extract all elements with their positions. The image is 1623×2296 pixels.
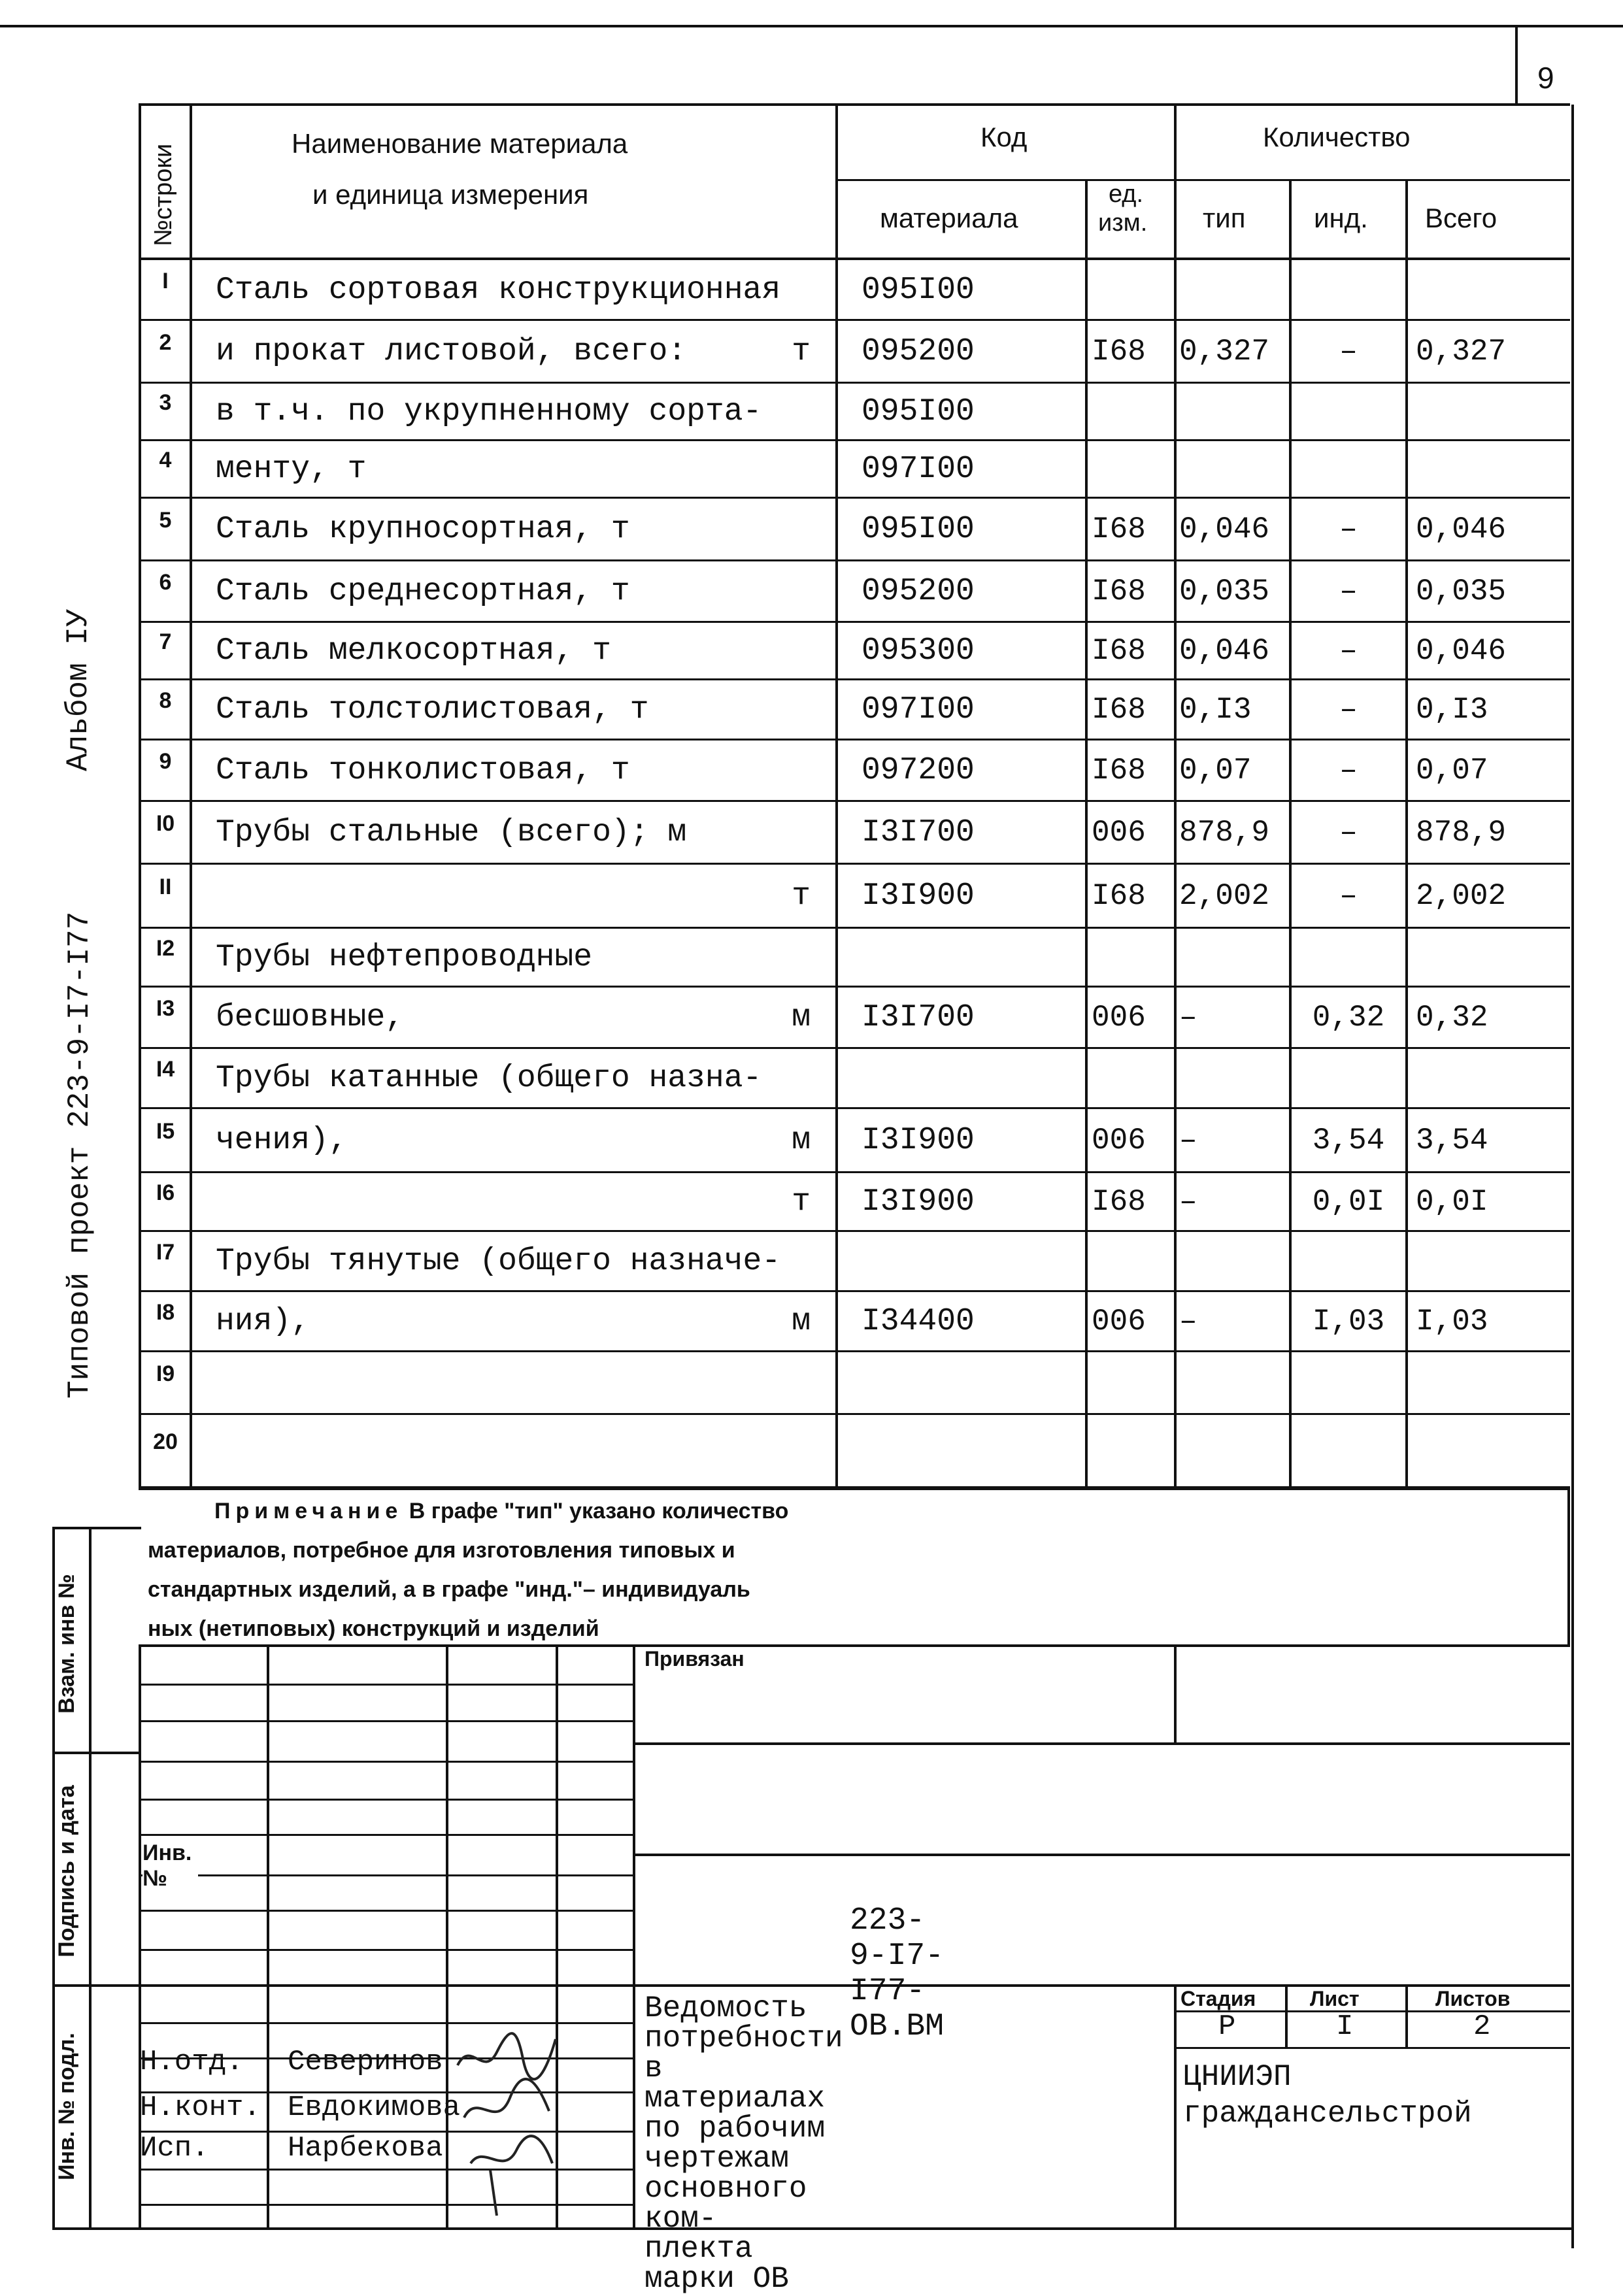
page-number: 9 <box>1537 61 1554 95</box>
cell-name-unit: м <box>792 1000 811 1035</box>
cell-unit: 006 <box>1092 1001 1146 1035</box>
header-row-number: №строки <box>150 143 177 246</box>
stage-label: Стадия <box>1180 1987 1256 2010</box>
cell-ind <box>1292 441 1405 498</box>
cell-unit: I68 <box>1092 1185 1146 1219</box>
header-unit-line1: ед. <box>1109 180 1144 208</box>
cell-unit: I68 <box>1092 574 1146 608</box>
cell-code: I3I700 <box>862 1000 975 1035</box>
attached-label: Привязан <box>644 1647 745 1671</box>
cell-name: Сталь тонколистовая, т <box>216 753 630 788</box>
cell-type: – <box>1179 1001 1197 1035</box>
cell-name: Трубы нефтепроводные <box>216 940 593 975</box>
cell-unit <box>1088 441 1174 498</box>
cell-type: 0,046 <box>1179 634 1270 668</box>
cell-code <box>838 1352 1085 1414</box>
document-description <box>644 1993 843 2294</box>
cell-n: I7 <box>156 1239 175 1265</box>
header-code: Код <box>980 122 1028 152</box>
cell-code: 095200 <box>862 334 975 369</box>
cell-unit: I68 <box>1092 512 1146 546</box>
cell-ind: – <box>1339 335 1358 369</box>
cell-code: 095I00 <box>862 273 975 308</box>
cell-type <box>1177 1352 1289 1414</box>
stamp-label-replacement: Взам. инв № <box>54 1574 79 1714</box>
cell-name: ния), <box>216 1304 310 1339</box>
cell-unit <box>1088 1231 1174 1291</box>
cell-type <box>1177 383 1289 441</box>
cell-type <box>1177 1414 1289 1488</box>
header-type: тип <box>1203 203 1246 233</box>
cell-total: 0,046 <box>1416 512 1507 546</box>
cell-unit <box>1088 1352 1174 1414</box>
note-line4: ных (нетиповых) конструкций и изделий <box>148 1616 599 1641</box>
cell-type: 0,07 <box>1179 754 1252 788</box>
cell-n: 9 <box>159 748 172 774</box>
header-material: материала <box>880 203 1018 233</box>
cell-ind <box>1292 1048 1405 1108</box>
cell-total <box>1408 928 1570 987</box>
cell-n: 3 <box>159 390 172 415</box>
cell-ind <box>1292 260 1405 320</box>
note-text <box>148 1491 788 1648</box>
cell-unit: 006 <box>1092 816 1146 850</box>
signer-role: Н.конт. <box>140 2091 261 2124</box>
cell-code: 097I00 <box>862 452 975 487</box>
cell-name: Сталь толстолистовая, т <box>216 692 649 727</box>
cell-code: I3I900 <box>862 1184 975 1220</box>
cell-total <box>1408 260 1570 320</box>
description-line: плекта марки ОВ <box>644 2232 789 2296</box>
cell-code <box>838 1414 1085 1488</box>
cell-unit: I68 <box>1092 335 1146 369</box>
cell-type: 0,046 <box>1179 512 1270 546</box>
cell-name: бесшовные, <box>216 1000 405 1035</box>
description-line: Ведомость потребности <box>644 1991 843 2055</box>
cell-name: Сталь сортовая конструкционная <box>216 273 781 308</box>
cell-name: Сталь мелкосортная, т <box>216 633 611 669</box>
cell-total <box>1408 441 1570 498</box>
header-name-line2: и единица измерения <box>312 179 589 210</box>
cell-ind <box>1292 1414 1405 1488</box>
signer-name: Евдокимова <box>288 2091 461 2124</box>
org-line: гражданcельстрой <box>1183 2097 1472 2131</box>
sheets-label: Листов <box>1435 1987 1511 2010</box>
note-line2: материалов, потребное для изготовления типовых и <box>148 1538 735 1563</box>
cell-type: 2,002 <box>1179 879 1270 913</box>
cell-unit: I68 <box>1092 693 1146 727</box>
cell-name-unit: м <box>792 1123 811 1158</box>
cell-code: I34400 <box>862 1304 975 1339</box>
cell-name: и прокат листовой, всего: <box>216 334 687 369</box>
cell-total: I,03 <box>1416 1305 1488 1339</box>
cell-type <box>1177 1048 1289 1108</box>
cell-name: в т.ч. по укрупненному сорта- <box>216 394 762 429</box>
cell-name-unit: м <box>792 1304 811 1339</box>
cell-n: II <box>159 874 172 899</box>
cell-name-unit: т <box>792 334 811 369</box>
cell-total <box>1408 383 1570 441</box>
cell-type <box>1177 928 1289 987</box>
note-line1: В графе "тип" указано количество <box>409 1499 789 1523</box>
cell-name <box>192 1414 835 1488</box>
stage-value: Р <box>1218 2010 1236 2043</box>
cell-code: 097I00 <box>862 692 975 727</box>
cell-n: I4 <box>156 1056 175 1082</box>
cell-code: 095200 <box>862 574 975 609</box>
cell-n: I <box>162 268 169 293</box>
cell-ind: – <box>1339 879 1358 913</box>
cell-n: I5 <box>156 1118 175 1144</box>
organization <box>1183 2059 1472 2132</box>
cell-type <box>1177 441 1289 498</box>
cell-type <box>1177 260 1289 320</box>
cell-n: 4 <box>159 447 172 473</box>
cell-ind <box>1292 1231 1405 1291</box>
description-line: в материалах по рабочим <box>644 2052 826 2146</box>
cell-total <box>1408 1231 1570 1291</box>
stamp-label-signature: Подпись и дата <box>54 1785 79 1957</box>
cell-code <box>838 928 1085 987</box>
sheet-value: I <box>1336 2010 1354 2043</box>
signer-role: Н.отд. <box>140 2046 244 2078</box>
cell-code: I3I900 <box>862 878 975 914</box>
cell-total: 0,327 <box>1416 335 1507 369</box>
cell-name: Сталь крупносортная, т <box>216 512 630 547</box>
cell-name: чения), <box>216 1123 348 1158</box>
cell-unit <box>1088 928 1174 987</box>
cell-n: 5 <box>159 507 172 533</box>
cell-total: 0,046 <box>1416 634 1507 668</box>
cell-name: менту, т <box>216 452 367 487</box>
document-code: 223-9-I7-I77-ОВ.ВМ <box>850 1903 945 2044</box>
cell-total: 0,I3 <box>1416 693 1488 727</box>
cell-unit: 006 <box>1092 1305 1146 1339</box>
cell-ind: 0,32 <box>1312 1001 1385 1035</box>
cell-code: I3I900 <box>862 1123 975 1158</box>
cell-total: 0,07 <box>1416 754 1488 788</box>
cell-ind: 0,0I <box>1312 1185 1385 1219</box>
note-title: Примечание <box>214 1499 403 1523</box>
signer-name: Нарбекова <box>288 2132 443 2165</box>
header-ind: инд. <box>1314 203 1368 233</box>
cell-unit <box>1088 1414 1174 1488</box>
cell-n: I0 <box>156 810 175 836</box>
cell-code: 095I00 <box>862 512 975 547</box>
cell-total: 0,0I <box>1416 1185 1488 1219</box>
cell-total <box>1408 1414 1570 1488</box>
note-line3: стандартных изделий, а в графе "инд."– индивидуаль <box>148 1577 750 1602</box>
cell-ind: – <box>1339 693 1358 727</box>
cell-type: 0,I3 <box>1179 693 1252 727</box>
cell-name: Трубы стальные (всего); м <box>216 815 687 850</box>
sheets-value: 2 <box>1473 2010 1491 2043</box>
cell-code <box>838 1231 1085 1291</box>
cell-n: I6 <box>156 1180 175 1205</box>
note-box-border <box>1567 1489 1570 1646</box>
cell-type: – <box>1179 1305 1197 1339</box>
header-unit-line2: изм. <box>1098 209 1148 237</box>
cell-n: 20 <box>153 1429 178 1454</box>
cell-n: I2 <box>156 935 175 961</box>
cell-code <box>838 1048 1085 1108</box>
cell-total: 0,32 <box>1416 1001 1488 1035</box>
side-label-project: Типовой проект 223-9-I7-I77 <box>63 911 97 1399</box>
cell-ind <box>1292 1352 1405 1414</box>
cell-unit <box>1088 383 1174 441</box>
cell-unit: 006 <box>1092 1123 1146 1157</box>
cell-ind: I,03 <box>1312 1305 1385 1339</box>
cell-code: 095300 <box>862 633 975 669</box>
cell-n: I9 <box>156 1361 175 1386</box>
cell-type <box>1177 1231 1289 1291</box>
header-name-line1: Наименование материала <box>292 128 628 159</box>
cell-n: 7 <box>159 629 172 654</box>
cell-total: 0,035 <box>1416 574 1507 608</box>
cell-type: 0,035 <box>1179 574 1270 608</box>
inv-number-label: Инв. № <box>142 1840 198 1891</box>
cell-ind: – <box>1339 754 1358 788</box>
cell-name <box>192 1352 835 1414</box>
cell-n: 6 <box>159 569 172 595</box>
cell-n: I8 <box>156 1299 175 1325</box>
cell-unit: I68 <box>1092 634 1146 668</box>
cell-ind: 3,54 <box>1312 1123 1385 1157</box>
cell-code: I3I700 <box>862 815 975 850</box>
cell-total: 2,002 <box>1416 879 1507 913</box>
cell-ind <box>1292 383 1405 441</box>
cell-name-unit: т <box>792 878 811 914</box>
description-line: чертежам основного ком- <box>644 2142 807 2236</box>
header-quantity: Количество <box>1263 122 1411 152</box>
cell-type: – <box>1179 1185 1197 1219</box>
handwritten-signatures <box>444 2013 575 2222</box>
cell-total <box>1408 1048 1570 1108</box>
cell-unit: I68 <box>1092 879 1146 913</box>
cell-code: 095I00 <box>862 394 975 429</box>
cell-total: 878,9 <box>1416 816 1507 850</box>
side-label-album: Альбом IУ <box>61 608 95 771</box>
stamp-label-original: Инв. № подл. <box>54 2033 79 2180</box>
cell-unit <box>1088 260 1174 320</box>
cell-ind: – <box>1339 512 1358 546</box>
cell-n: 8 <box>159 688 172 713</box>
cell-type: 878,9 <box>1179 816 1270 850</box>
header-total: Всего <box>1425 203 1498 233</box>
cell-ind: – <box>1339 574 1358 608</box>
cell-total <box>1408 1352 1570 1414</box>
sheet-label: Лист <box>1310 1987 1360 2010</box>
cell-n: I3 <box>156 995 175 1021</box>
cell-unit <box>1088 1048 1174 1108</box>
cell-code: 097200 <box>862 753 975 788</box>
cell-name: Трубы катанные (общего назна- <box>216 1061 762 1096</box>
cell-ind: – <box>1339 634 1358 668</box>
cell-name-unit: т <box>792 1184 811 1220</box>
cell-unit: I68 <box>1092 754 1146 788</box>
signer-role: Исп. <box>140 2132 209 2165</box>
signer-name: Северинов <box>288 2046 443 2078</box>
cell-n: 2 <box>159 329 172 355</box>
cell-name: Трубы тянутые (общего назначе- <box>216 1244 781 1279</box>
cell-type: 0,327 <box>1179 335 1270 369</box>
cell-type: – <box>1179 1123 1197 1157</box>
cell-ind: – <box>1339 816 1358 850</box>
cell-total: 3,54 <box>1416 1123 1488 1157</box>
cell-name: Сталь среднесортная, т <box>216 574 630 609</box>
org-line: ЦНИИЭП <box>1183 2060 1292 2094</box>
cell-ind <box>1292 928 1405 987</box>
